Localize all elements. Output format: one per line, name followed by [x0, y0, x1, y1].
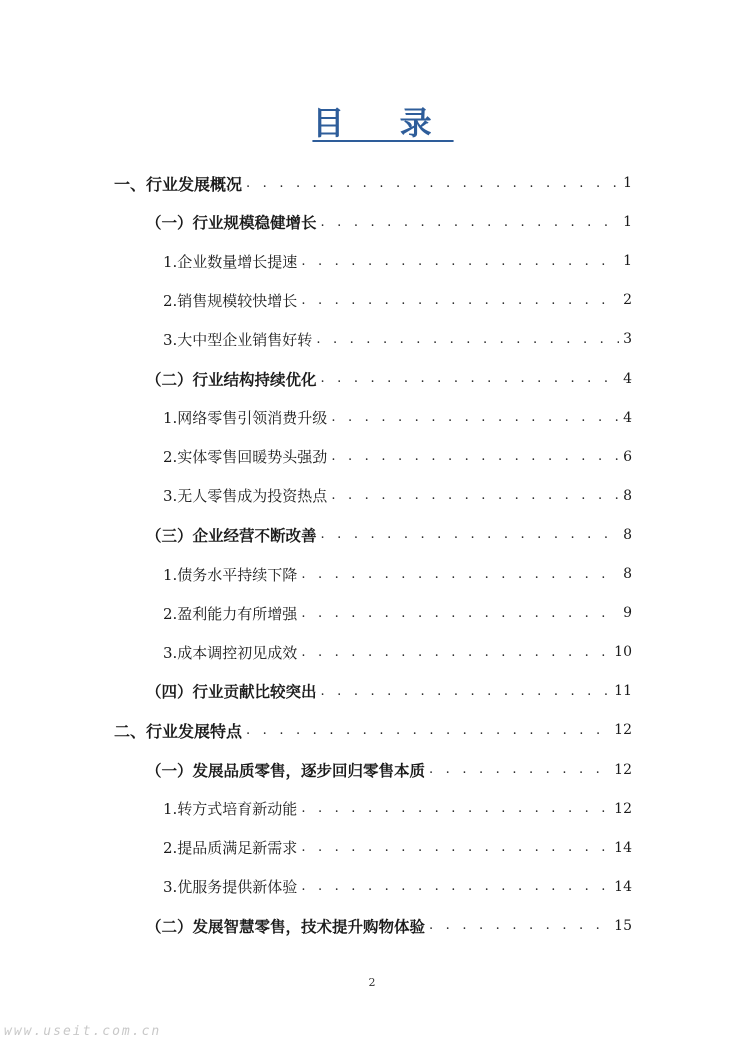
toc-entry-page: 14 [614, 839, 632, 856]
toc-entry-page: 1 [623, 253, 632, 270]
toc-dot-leader [321, 215, 620, 230]
toc-entry-page: 4 [623, 370, 632, 387]
toc-dot-leader [321, 371, 620, 386]
toc-entry[interactable] [163, 403, 632, 433]
toc-entry[interactable] [163, 481, 632, 511]
toc-dot-leader [321, 684, 611, 699]
toc-entry-label: 2.实体零售回暖势头强劲 [163, 448, 328, 467]
toc-entry[interactable] [163, 598, 632, 628]
toc-entry-label: 3.无人零售成为投资热点 [163, 487, 328, 506]
toc-entry-label: 2.销售规模较快增长 [163, 291, 298, 310]
toc-dot-leader [301, 254, 619, 269]
toc-entry[interactable] [163, 833, 632, 863]
toc-entry-label: （二）行业结构持续优化 [146, 370, 317, 389]
toc-dot-leader [321, 527, 620, 542]
toc-dot-leader [331, 488, 619, 503]
toc-entry-label: （三）企业经营不断改善 [146, 526, 317, 545]
toc-entry[interactable] [163, 442, 632, 472]
toc-entry[interactable] [114, 168, 632, 198]
toc-entry-label: 3.优服务提供新体验 [163, 878, 298, 897]
toc-entry[interactable] [163, 285, 632, 315]
toc-entry[interactable] [163, 324, 632, 354]
toc-entry-label: 2.提品质满足新需求 [163, 839, 298, 858]
toc-entry-page: 8 [623, 487, 632, 504]
toc-entry[interactable] [163, 559, 632, 589]
toc-dot-leader [301, 879, 610, 894]
toc-entry-page: 2 [623, 292, 632, 309]
toc-entry-page: 8 [623, 526, 632, 543]
toc-entry-page: 1 [623, 214, 632, 231]
toc-dot-leader [331, 449, 619, 464]
toc-entry-label: （一）发展品质零售，逐步回归零售本质 [146, 761, 426, 780]
toc-entry-label: 1.网络零售引领消费升级 [163, 409, 328, 428]
toc-entry-page: 15 [614, 917, 632, 934]
toc-entry-page: 14 [614, 878, 632, 895]
toc-entry-page: 1 [623, 175, 632, 191]
toc-entry[interactable] [114, 715, 632, 745]
toc-entry-label: 3.大中型企业销售好转 [163, 330, 313, 349]
toc-dot-leader [301, 567, 619, 582]
toc-entry-label: 2.盈利能力有所增强 [163, 604, 298, 623]
toc-dot-leader [331, 410, 619, 425]
toc-dot-leader [301, 645, 610, 660]
toc-title: 目 录 [312, 104, 454, 142]
page-number: 2 [368, 976, 376, 989]
toc-entry-page: 3 [623, 331, 632, 348]
toc-entry[interactable] [163, 637, 632, 667]
toc-entry-label: （四）行业贡献比较突出 [146, 683, 317, 702]
toc-entry[interactable] [146, 676, 632, 706]
toc-entry-page: 11 [614, 683, 632, 700]
toc-entry-label: 3.成本调控初见成效 [163, 643, 298, 662]
toc-entry-label: （一）行业规模稳健增长 [146, 214, 317, 233]
toc-entry-label: 二、行业发展特点 [114, 721, 243, 741]
toc-entry[interactable] [163, 246, 632, 276]
toc-entry[interactable] [146, 755, 632, 785]
toc-entry-label: 1.转方式培育新动能 [163, 800, 298, 819]
toc-entry-page: 8 [623, 566, 632, 582]
toc-dot-leader [429, 918, 610, 933]
toc-dot-leader [301, 606, 619, 621]
toc-entry-page: 4 [623, 409, 632, 426]
toc-dot-leader [301, 840, 610, 855]
toc-dot-leader [429, 762, 610, 777]
toc-dot-leader [316, 332, 619, 347]
toc-dot-leader [246, 176, 619, 191]
toc-dot-leader [246, 723, 610, 738]
toc-entry[interactable] [146, 911, 632, 941]
toc-entry-label: 1.企业数量增长提速 [163, 252, 298, 271]
toc-entry-label: 一、行业发展概况 [114, 174, 243, 194]
toc-entry[interactable] [163, 872, 632, 902]
toc-entry-label: 1.债务水平持续下降 [163, 565, 298, 584]
toc-entry[interactable] [146, 207, 632, 237]
toc-dot-leader [301, 801, 610, 816]
toc-entry-page: 12 [614, 722, 632, 739]
toc-entry-page: 9 [623, 605, 632, 622]
toc-entry[interactable] [146, 364, 632, 394]
toc-entry-page: 12 [614, 800, 632, 817]
toc-entry-label: （二）发展智慧零售，技术提升购物体验 [146, 917, 426, 936]
toc-dot-leader [301, 293, 619, 308]
toc-entry-page: 6 [623, 448, 632, 465]
toc-entry[interactable] [163, 794, 632, 824]
toc-entry[interactable] [146, 520, 632, 550]
toc-entry-page: 12 [614, 761, 632, 778]
watermark: www.useit.com.cn [4, 1024, 162, 1039]
toc-entry-page: 10 [614, 644, 632, 661]
